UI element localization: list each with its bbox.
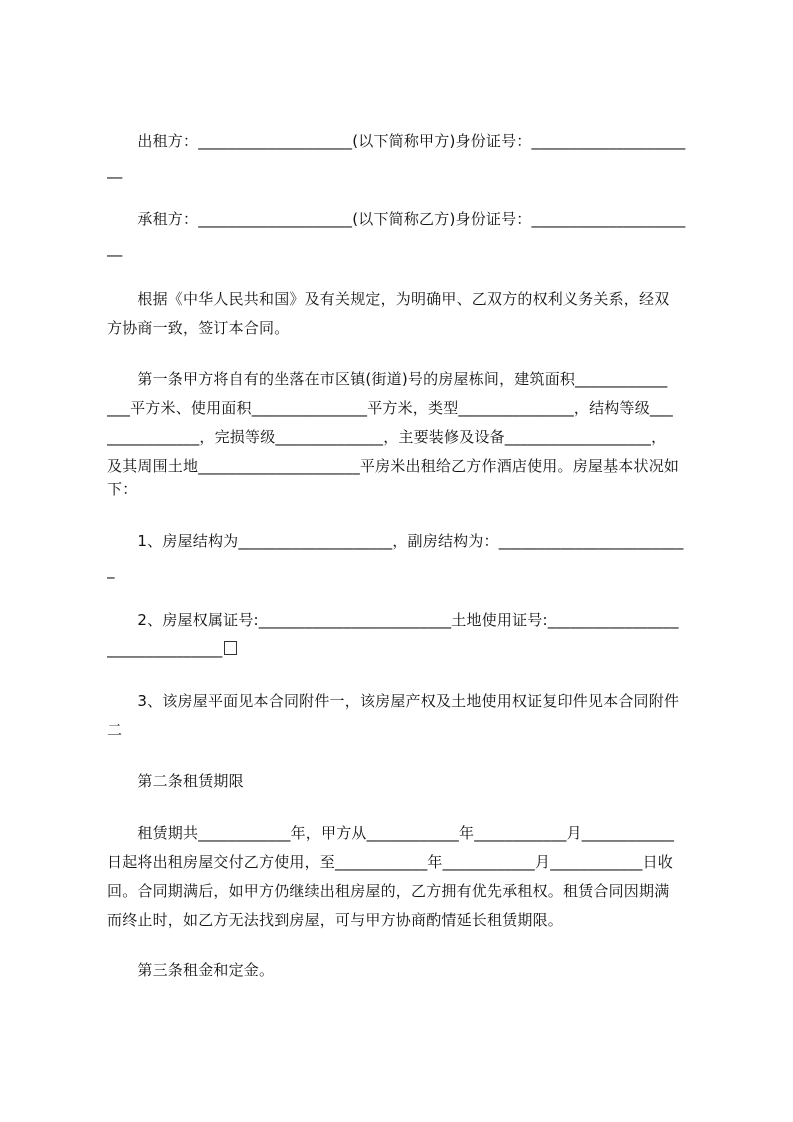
checkbox-glyph-icon [224,641,237,655]
text-line: 出租方：____________________(以下简称甲方)身份证号：____________________ [107,132,686,150]
text-line: 2、房屋权属证号:_________________________土地使用证号:_________________ [107,611,679,629]
text-line: 二 [107,721,123,739]
section-heading: 第三条租金和定金。 [107,961,275,979]
text-line: __ [107,239,123,257]
text-line: 第一条甲方将自有的坐落在市区镇(街道)号的房屋栋间，建筑面积____________ [107,370,668,388]
text-line-content: _______________ [107,640,223,658]
text-line: 3、该房屋平面见本合同附件一，该房屋产权及土地使用权证复印件见本合同附件 [107,692,680,710]
text-line: 下： [107,480,138,498]
text-line: __ [107,161,123,179]
text-line: ___平方米、使用面积_______________平方米，类型_______________，结构等级___ [107,399,674,417]
text-line: 日起将出租房屋交付乙方使用，至____________年____________月____________日收 [107,853,674,871]
text-line: 回。合同期满后，如甲方仍继续出租房屋的，乙方拥有优先承租权。租赁合同因期满 [107,882,670,900]
text-line: 而终止时，如乙方无法找到房屋，可与甲方协商酌情延长租赁期限。 [107,911,564,929]
text-line: _ [107,561,115,579]
section-heading: 第二条租赁期限 [107,772,244,790]
text-line: ____________，完损等级______________，主要装修及设备___________________， [107,428,667,446]
text-line: 方协商一致，签订本合同。 [107,319,290,337]
text-line: 1、房屋结构为____________________，副房结构为：________________________ [107,532,684,550]
text-line: 租赁期共____________年，甲方从____________年____________月____________ [107,824,675,842]
text-line: 及其周围土地_____________________平房米出租给乙方作酒店使用。房屋基本状况如 [107,457,680,475]
text-line [107,638,707,660]
text-line: 根据《中华人民共和国》及有关规定，为明确甲、乙双方的权利义务关系，经双 [107,290,670,308]
text-line: 承租方：____________________(以下简称乙方)身份证号：____________________ [107,210,686,228]
